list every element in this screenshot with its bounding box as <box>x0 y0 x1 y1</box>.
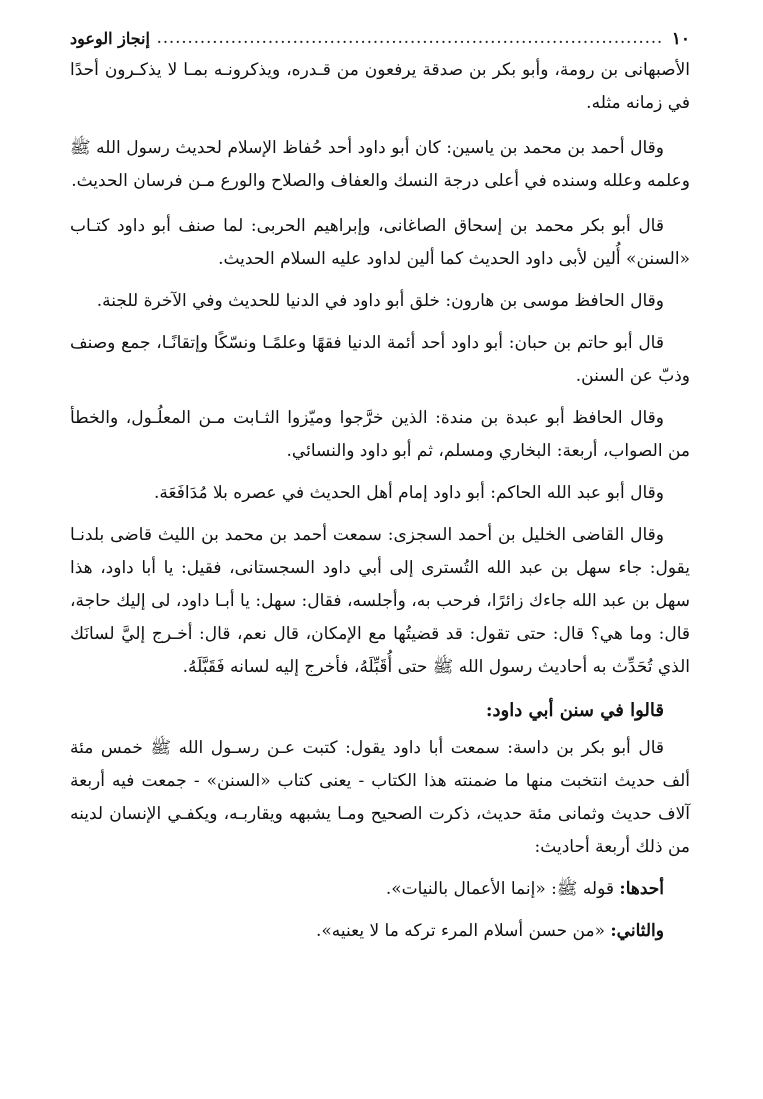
running-title: إنجاز الوعود <box>70 29 150 48</box>
paragraph-1: الأصبهانى بن رومة، وأبو بكر بن صدقة يرفعون من قـدره، ويذكرونـه بمـا لا يذكـرون أحدًا في زمانه مثله. <box>70 60 690 113</box>
paragraph-7: وقال أبو عبد الله الحاكم: أبو داود إمام أهل الحديث في عصره بلا مُدَافَعَة. <box>154 483 664 503</box>
hadith-item-1-text: قوله ﷺ: «إنما الأعمال بالنيات». <box>385 879 620 899</box>
paragraph-8: وقال القاضى الخليل بن أحمد السجزى: سمعت أحمد بن محمد بن الليث قاضى بلدنـا يقول: جاء سهل بن عبد الله التُسترى إلى أبي داود السجستانى، فقيل: يا أبا داود، هذا سهل بن عبد الله جاءك زائرًا، فرحب به، وأجلسه، فقال: سهل: يا أبـا داود، لى إليك حاجة، قال: وما هي؟ قال: حتى تقول: قد قضيتُها مع الإمكان، قال نعم، قال: أخـرج إليَّ لسانَك الذي تُحَدِّث به أحاديث رسول الله ﷺ حتى أُقَبِّلَهُ، فأخرج إليه لسانه فَقَبَّلَهُ. <box>70 525 690 677</box>
paragraph-2: وقال أحمد بن محمد بن ياسين: كان أبو داود أحد حُفاظ الإسلام لحديث رسول الله ﷺ وعلمه وعلله وسنده في أعلى درجة النسك والعفاف والصلاح والورع مـن فرسان الحديث. <box>70 138 690 191</box>
paragraph-4: وقال الحافظ موسى بن هارون: خلق أبو داود في الدنيا للحديث وفي الآخرة للجنة. <box>96 291 664 311</box>
paragraph-6: وقال الحافظ أبو عبدة بن مندة: الذين خرَّجوا وميّزوا الثـابت مـن المعلُـول، والخطأ من الصواب، أربعة: البخاري ومسلم، ثم أبو داود والنسائي. <box>70 408 690 461</box>
book-page <box>70 28 690 948</box>
hadith-item-2-text: «من حسن أسلام المرء تركه ما لا يعنيه». <box>315 921 611 941</box>
section-heading: قالوا في سنن أبي داود: <box>485 700 664 721</box>
hadith-item-2 <box>70 915 690 948</box>
paragraph-3: قال أبو بكر محمد بن إسحاق الصاغانى، وإبراهيم الحربى: لما صنف أبو داود كتـاب «السنن» أُلين لأبى داود الحديث كما ألين لداود عليه السلام الحديث. <box>70 216 690 269</box>
page-header <box>70 28 690 50</box>
hadith-item-2-label: والثاني: <box>610 921 664 941</box>
header-leader-dots <box>158 28 664 50</box>
hadith-item-1-label: أحدها: <box>619 879 664 899</box>
page-number: ١٠ <box>671 29 690 49</box>
paragraph-9: قال أبو بكر بن داسة: سمعت أبا داود يقول: كتبت عـن رسـول الله ﷺ خمس مئة ألف حديث انتخبت منها ما ضمنته هذا الكتاب - يعنى كتاب «السنن» - جمعت فيه أربعة آلاف حديث وثمانى مئة حديث، ذكرت الصحيح ومـا يشبهه ويقاربـه، ويكفـي الإنسان لدينه من ذلك أربعة أحاديث: <box>70 738 690 857</box>
hadith-item-1 <box>70 873 690 906</box>
paragraph-5: قال أبو حاتم بن حبان: أبو داود أحد أئمة الدنيا فقهًا وعلمًـا ونسّكًا وإتقانًـا، جمع وصنف وذبّ عن السنن. <box>70 333 690 386</box>
